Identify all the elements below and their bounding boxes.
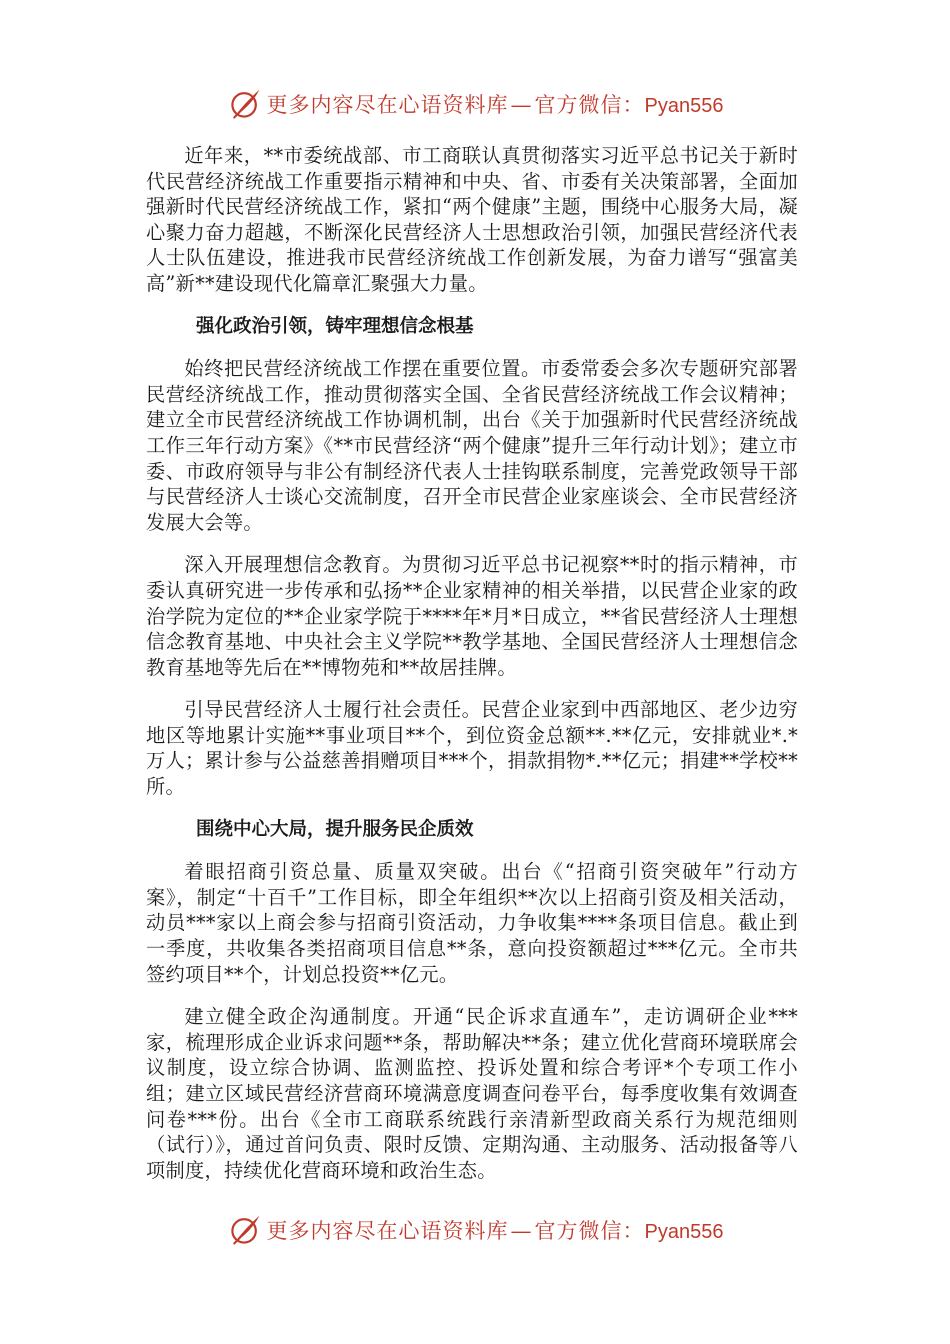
header-banner: [0, 84, 950, 124]
banner-separator: —: [510, 1219, 533, 1243]
banner-brand: 更多内容尽在心语资料库: [266, 1219, 509, 1243]
paragraph: 深入开展理想信念教育。为贯彻习近平总书记视察**时的指示精神，市委认真研究进一步传承和弘扬**企业家精神的相关举措，以民营企业家的政治学院为定位的**企业家学院于****年*月*日成立，**省民营经济人士理想信念教育基地、中央社会主义学院**教学基地、全国民营经济人士理想信念教育基地等先后在**博物苑和**故居挂牌。: [146, 553, 798, 679]
paragraph: 始终把民营经济统战工作摆在重要位置。市委常委会多次专题研究部署民营经济统战工作，推动贯彻落实全国、全省民营经济统战工作会议精神；建立全市民营经济统战工作协调机制，出台《关于加强新时代民营经济统战工作三年行动方案》《**市民营经济“两个健康”提升三年行动计划》；建立市委、市政府领导与非公有制经济代表人士挂钩联系制度，完善党政领导干部与民营经济人士谈心交流制度，召开全市民营企业家座谈会、全市民营经济发展大会等。: [146, 357, 798, 534]
intro-paragraph: 近年来，**市委统战部、市工商联认真贯彻落实习近平总书记关于新时代民营经济统战工作重要指示精神和中央、省、市委有关决策部署，全面加强新时代民营经济统战工作，紧扣“两个健康”主题，围绕中心服务大局，凝心聚力奋力超越，不断深化民营经济人士思想政治引领，加强民营经济代表人士队伍建设，推进我市民营经济统战工作创新发展，为奋力谱写“强富美高”新**建设现代化篇章汇聚强大力量。: [146, 144, 798, 295]
banner-wechat-id: Pyan556: [644, 95, 724, 117]
banner-separator: —: [510, 93, 533, 117]
banner-brand: 更多内容尽在心语资料库: [266, 93, 509, 117]
banner-wechat-id: Pyan556: [644, 1221, 724, 1243]
banner-text: [267, 1215, 724, 1245]
section-heading-serve-enterprises: 围绕中心大局，提升服务民企质效: [195, 818, 474, 840]
banner-text: [267, 89, 724, 119]
section-heading-political-guidance: 强化政治引领，铸牢理想信念根基: [195, 315, 474, 337]
paragraph: 建立健全政企沟通制度。开通“民企诉求直通车”，走访调研企业***家，梳理形成企业诉求问题**条，帮助解决**条；建立优化营商环境联席会议制度，设立综合协调、监测监控、投诉处置和综合考评*个专项工作小组；建立区域民营经济营商环境满意度调查问卷平台，每季度收集有效调查问卷***份。出台《全市工商联系统践行亲清新型政商关系行为规范细则（试行）》，通过首问负责、限时反馈、定期沟通、主动服务、活动报备等八项制度，持续优化营商环境和政治生态。: [146, 1005, 798, 1182]
document-body: [146, 143, 798, 1200]
paragraph: 着眼招商引资总量、质量双突破。出台《“招商引资突破年”行动方案》，制定“十百千”工作目标，即全年组织**次以上招商引资及相关活动，动员***家以上商会参与招商引资活动，力争收集****条项目信息。截止到一季度，共收集各类招商项目信息**条，意向投资额超过***亿元。全市共签约项目**个，计划总投资**亿元。: [146, 860, 798, 986]
banner-wechat-label: 官方微信：: [534, 1219, 645, 1243]
quill-logo-icon: [227, 86, 263, 122]
quill-logo-icon: [227, 1212, 263, 1248]
banner-wechat-label: 官方微信：: [534, 93, 645, 117]
footer-banner: [0, 1210, 950, 1250]
paragraph: 引导民营经济人士履行社会责任。民营企业家到中西部地区、老少边穷地区等地累计实施**事业项目**个，到位资金总额**.**亿元，安排就业*.*万人；累计参与公益慈善捐赠项目***个，捐款捐物*.**亿元；捐建**学校**所。: [146, 698, 798, 799]
